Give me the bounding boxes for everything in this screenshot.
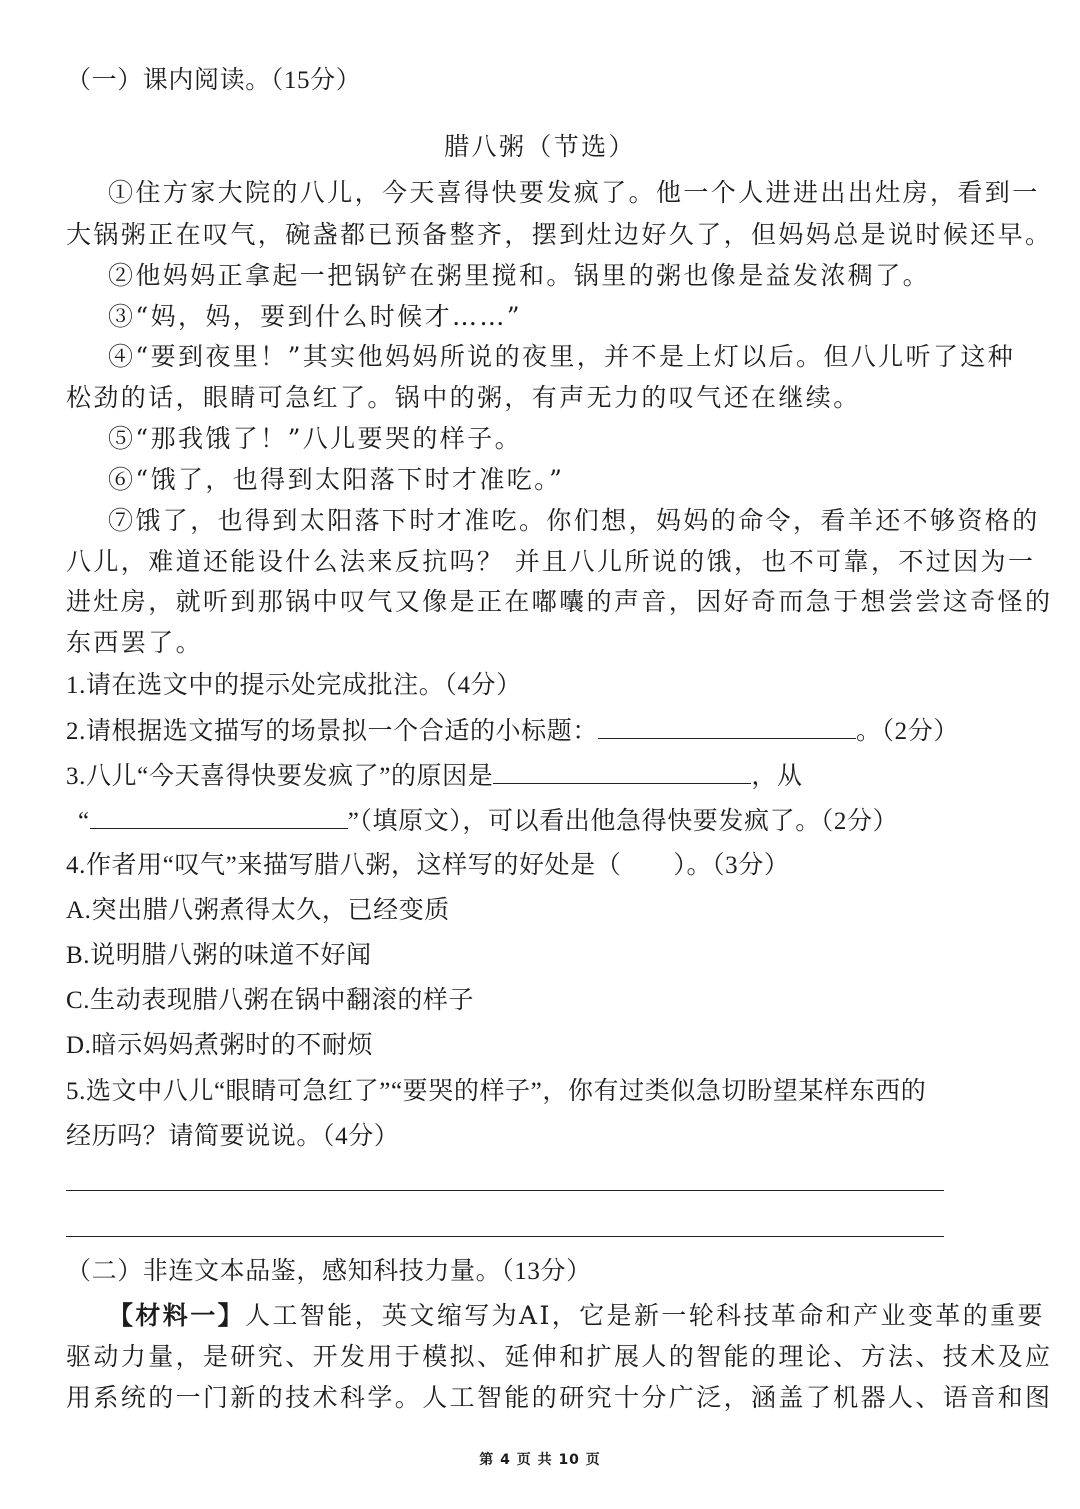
answer-line[interactable] [66, 1190, 944, 1191]
option-a: A.突出腊八粥煮得太久，已经变质 [66, 897, 450, 924]
material-1-label: 【材料一】 [108, 1301, 246, 1330]
passage-title: 腊八粥（节选） [444, 132, 636, 161]
answer-blank[interactable] [90, 804, 348, 829]
open-quote: “ [78, 808, 90, 835]
option-c: C.生动表现腊八粥在锅中翻滚的样子 [66, 987, 475, 1014]
question-3-cont: ，从 [751, 763, 803, 790]
question-3-score: ”（填原文），可以看出他急得快要发疯了。（2分） [347, 808, 899, 835]
passage-paragraph: ②他妈妈正拿起一把锅铲在粥里搅和。锅里的粥也像是益发浓稠了。 [108, 261, 931, 290]
question-2 [66, 714, 959, 749]
answer-blank[interactable] [598, 714, 856, 739]
question-3-line2 [78, 804, 898, 839]
section1-heading: （一）课内阅读。（15分） [66, 67, 362, 94]
question-4-text: 4.作者用“叹气”来描写腊八粥，这样写的好处是（ [66, 852, 622, 879]
question-5: 5.选文中八儿“眼睛可急红了”“要哭的样子”，你有过类似急切盼望某样东西的 [66, 1078, 927, 1105]
answer-line[interactable] [66, 1236, 944, 1237]
passage-line: 进灶房，就听到那锅中叹气又像是正在嘟囔的声音，因好奇而急于想尝尝这奇怪的 [66, 587, 1053, 616]
passage-paragraph: ③“妈，妈，要到什么时候才……” [108, 302, 522, 331]
question-3 [66, 759, 803, 794]
passage-paragraph: ①住方家大院的八儿，今天喜得快要发疯了。他一个人进进出出灶房，看到一 [108, 178, 1040, 207]
passage-line: 八儿，难道还能设什么法来反抗吗？ 并且八儿所说的饿，也不可靠，不过因为一 [66, 547, 1036, 576]
question-2-score: 。（2分） [855, 718, 959, 745]
question-2-text: 2.请根据选文描写的场景拟一个合适的小标题： [66, 718, 598, 745]
option-d: D.暗示妈妈煮粥时的不耐烦 [66, 1032, 374, 1059]
material-1-line [108, 1299, 1045, 1333]
passage-paragraph: ④“要到夜里！”其实他妈妈所说的夜里，并不是上灯以后。但八儿听了这种 [108, 342, 1016, 371]
question-3-text: 3.八儿“今天喜得快要发疯了”的原因是 [66, 763, 494, 790]
passage-paragraph: ⑥“饿了，也得到太阳落下时才准吃。” [108, 465, 565, 494]
page-number: 第 4 页 共 10 页 [479, 1452, 601, 1468]
answer-blank[interactable] [493, 759, 751, 784]
passage-line: 大锅粥正在叹气，碗盏都已预备整齐，摆到灶边好久了，但妈妈总是说时候还早。 [66, 220, 1053, 249]
passage-paragraph: ⑤“那我饿了！”八儿要哭的样子。 [108, 424, 522, 453]
question-1: 1.请在选文中的提示处完成批注。（4分） [66, 672, 522, 699]
question-4 [66, 849, 789, 883]
passage-paragraph: ⑦饿了，也得到太阳落下时才准吃。你们想，妈妈的命令，看羊还不够资格的 [108, 506, 1040, 535]
option-b: B.说明腊八粥的味道不好闻 [66, 942, 372, 969]
passage-line: 东西罢了。 [66, 628, 204, 657]
passage-line: 松劲的话，眼睛可急红了。锅中的粥，有声无力的叹气还在继续。 [66, 383, 861, 412]
material-1-line: 驱动力量，是研究、开发用于模拟、延伸和扩展人的智能的理论、方法、技术及应 [66, 1342, 1053, 1371]
material-1-line: 用系统的一门新的技术科学。人工智能的研究十分广泛，涵盖了机器人、语音和图 [66, 1383, 1053, 1412]
question-4-score: ）。（3分） [673, 852, 790, 879]
section2-heading: （二）非连文本品鉴，感知科技力量。（13分） [66, 1258, 592, 1285]
material-1-text: 人工智能，英文缩写为AI，它是新一轮科技革命和产业变革的重要 [245, 1301, 1045, 1330]
question-5-line2: 经历吗？请简要说说。（4分） [66, 1123, 400, 1150]
